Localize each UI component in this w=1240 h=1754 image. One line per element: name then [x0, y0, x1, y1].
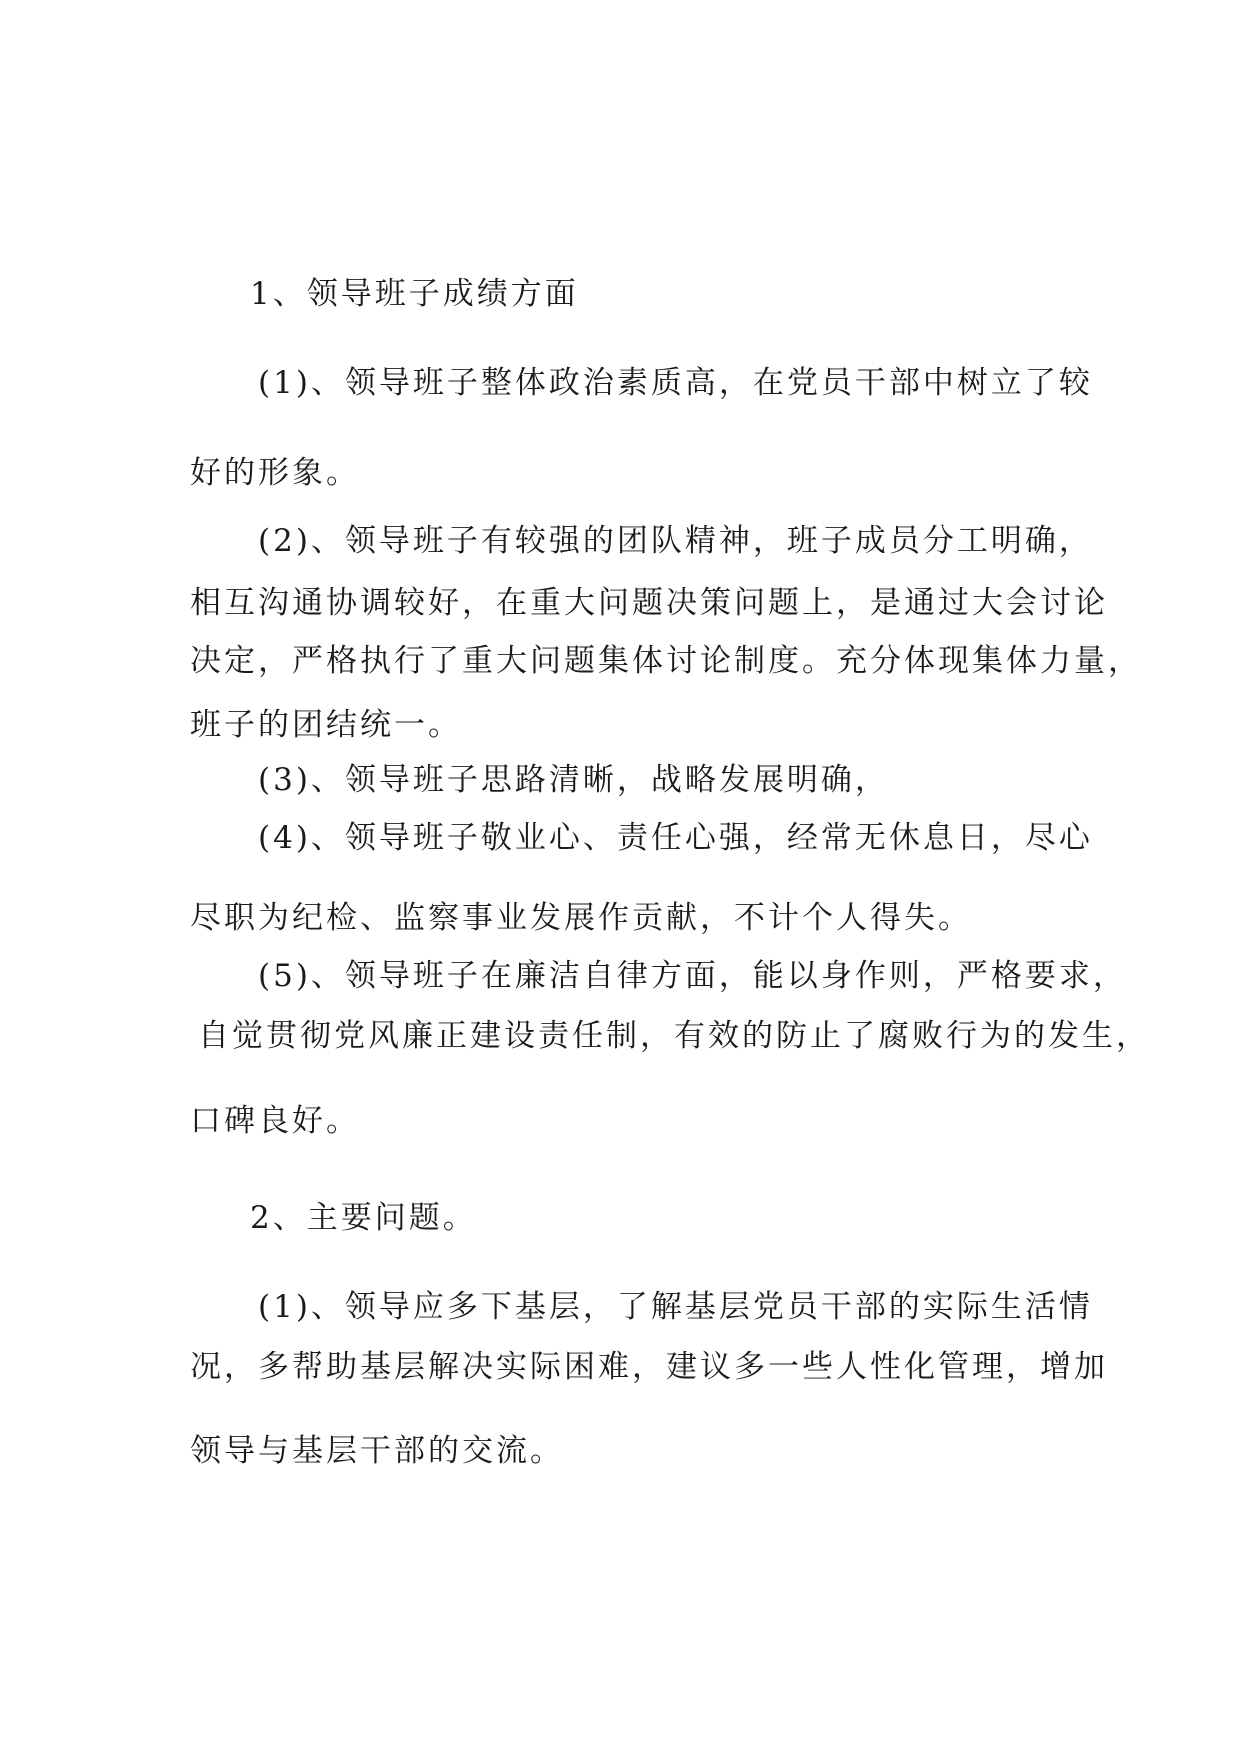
section-heading-problems: 2、主要问题。 — [250, 1200, 477, 1236]
paragraph-line: (5)、领导班子在廉洁自律方面，能以身作则，严格要求， — [258, 958, 1127, 994]
paragraph-line: (4)、领导班子敬业心、责任心强，经常无休息日，尽心 — [258, 820, 1093, 856]
paragraph-line: (3)、领导班子思路清晰，战略发展明确， — [258, 762, 889, 798]
paragraph-line: 领导与基层干部的交流。 — [190, 1433, 564, 1469]
paragraph-line: (1)、领导应多下基层，了解基层党员干部的实际生活情 — [258, 1289, 1093, 1325]
section-heading-achievements: 1、领导班子成绩方面 — [250, 276, 579, 312]
paragraph-line: (1)、领导班子整体政治素质高，在党员干部中树立了较 — [258, 365, 1093, 401]
paragraph-line: (2)、领导班子有较强的团队精神，班子成员分工明确， — [258, 523, 1093, 559]
paragraph-line: 好的形象。 — [190, 455, 360, 491]
paragraph-line: 自觉贯彻党风廉正建设责任制，有效的防止了腐败行为的发生， — [198, 1018, 1150, 1054]
paragraph-line: 况，多帮助基层解决实际困难，建议多一些人性化管理，增加 — [190, 1349, 1108, 1385]
paragraph-line: 相互沟通协调较好，在重大问题决策问题上，是通过大会讨论 — [190, 585, 1108, 621]
paragraph-line: 口碑良好。 — [190, 1103, 360, 1139]
paragraph-line: 班子的团结统一。 — [190, 707, 462, 743]
paragraph-line: 决定，严格执行了重大问题集体讨论制度。充分体现集体力量， — [190, 643, 1142, 679]
paragraph-line: 尽职为纪检、监察事业发展作贡献，不计个人得失。 — [190, 900, 972, 936]
